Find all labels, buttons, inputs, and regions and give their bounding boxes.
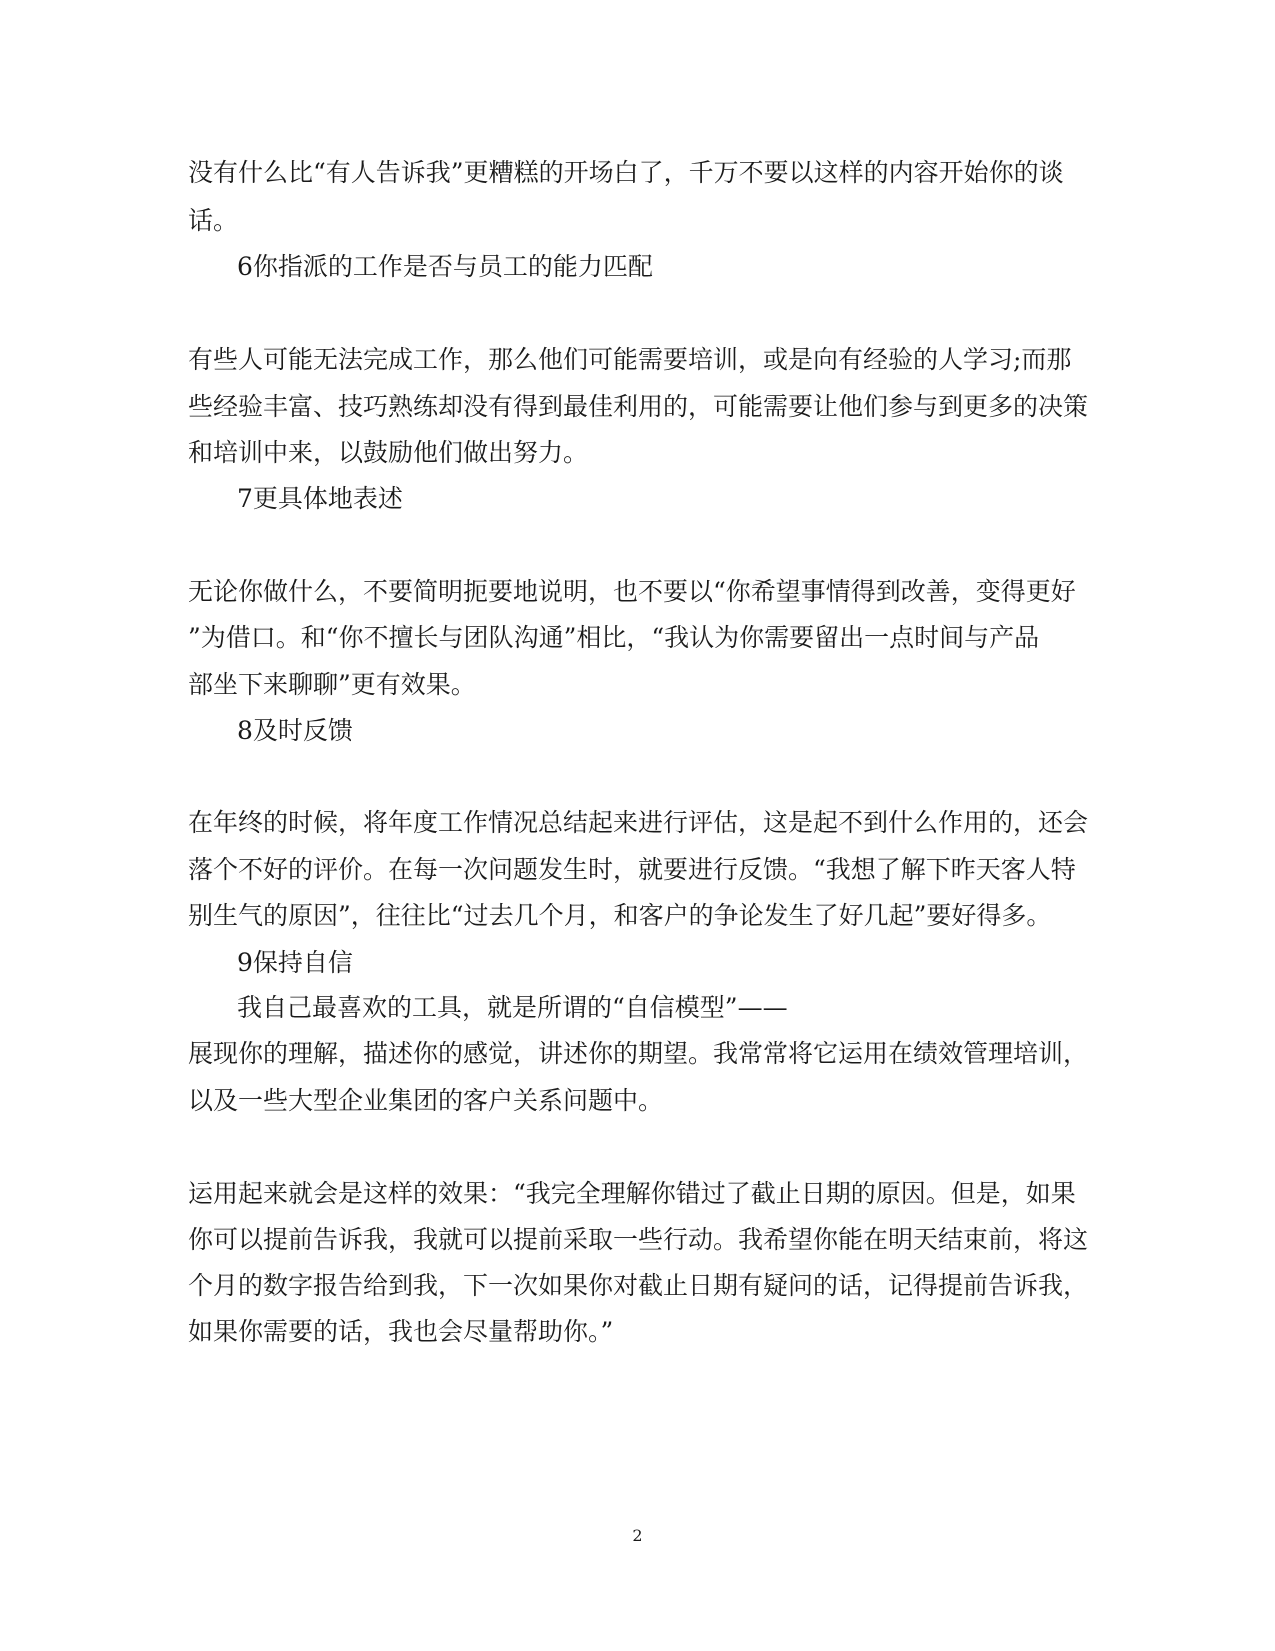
- body-text-line: 部坐下来聊聊”更有效果。: [188, 670, 476, 699]
- body-text-line: 和培训中来，以鼓励他们做出努力。: [188, 438, 589, 467]
- body-text-line: 运用起来就会是这样的效果：“我完全理解你错过了截止日期的原因。但是，如果: [188, 1179, 1076, 1208]
- body-text-line: 落个不好的评价。在每一次问题发生时，就要进行反馈。“我想了解下昨天客人特: [188, 855, 1076, 884]
- body-text-line: 些经验丰富、技巧熟练却没有得到最佳利用的，可能需要让他们参与到更多的决策: [188, 392, 1089, 421]
- body-text-line: 我自己最喜欢的工具，就是所谓的“自信模型”——: [237, 993, 788, 1022]
- body-text-line: 有些人可能无法完成工作，那么他们可能需要培训，或是向有经验的人学习;而那: [188, 345, 1072, 374]
- section-heading-9: 9保持自信: [237, 948, 353, 977]
- body-text-line: 个月的数字报告给到我，下一次如果你对截止日期有疑问的话，记得提前告诉我，: [188, 1271, 1089, 1300]
- section-heading-6: 6你指派的工作是否与员工的能力匹配: [237, 252, 653, 281]
- page-number: 2: [632, 1526, 643, 1545]
- body-text-line: 没有什么比“有人告诉我”更糟糕的开场白了，千万不要以这样的内容开始你的谈: [188, 158, 1064, 187]
- body-text-line: 无论你做什么，不要简明扼要地说明，也不要以“你希望事情得到改善，变得更好: [188, 577, 1076, 606]
- body-text-line: 如果你需要的话，我也会尽量帮助你。”: [188, 1317, 614, 1346]
- body-text-line: 别生气的原因”，往往比“过去几个月，和客户的争论发生了好几起”要好得多。: [188, 901, 1052, 930]
- body-text-line: 在年终的时候，将年度工作情况总结起来进行评估，这是起不到什么作用的，还会: [188, 808, 1089, 837]
- body-text-line: 话。: [188, 206, 239, 235]
- section-heading-8: 8及时反馈: [237, 716, 353, 745]
- body-text-line: 以及一些大型企业集团的客户关系问题中。: [188, 1086, 664, 1115]
- body-text-line: ”为借口。和“你不擅长与团队沟通”相比，“我认为你需要留出一点时间与产品: [188, 623, 1040, 652]
- body-text-line: 你可以提前告诉我，我就可以提前采取一些行动。我希望你能在明天结束前，将这: [188, 1225, 1089, 1254]
- body-text-line: 展现你的理解，描述你的感觉，讲述你的期望。我常常将它运用在绩效管理培训，: [188, 1039, 1089, 1068]
- section-heading-7: 7更具体地表述: [237, 484, 403, 513]
